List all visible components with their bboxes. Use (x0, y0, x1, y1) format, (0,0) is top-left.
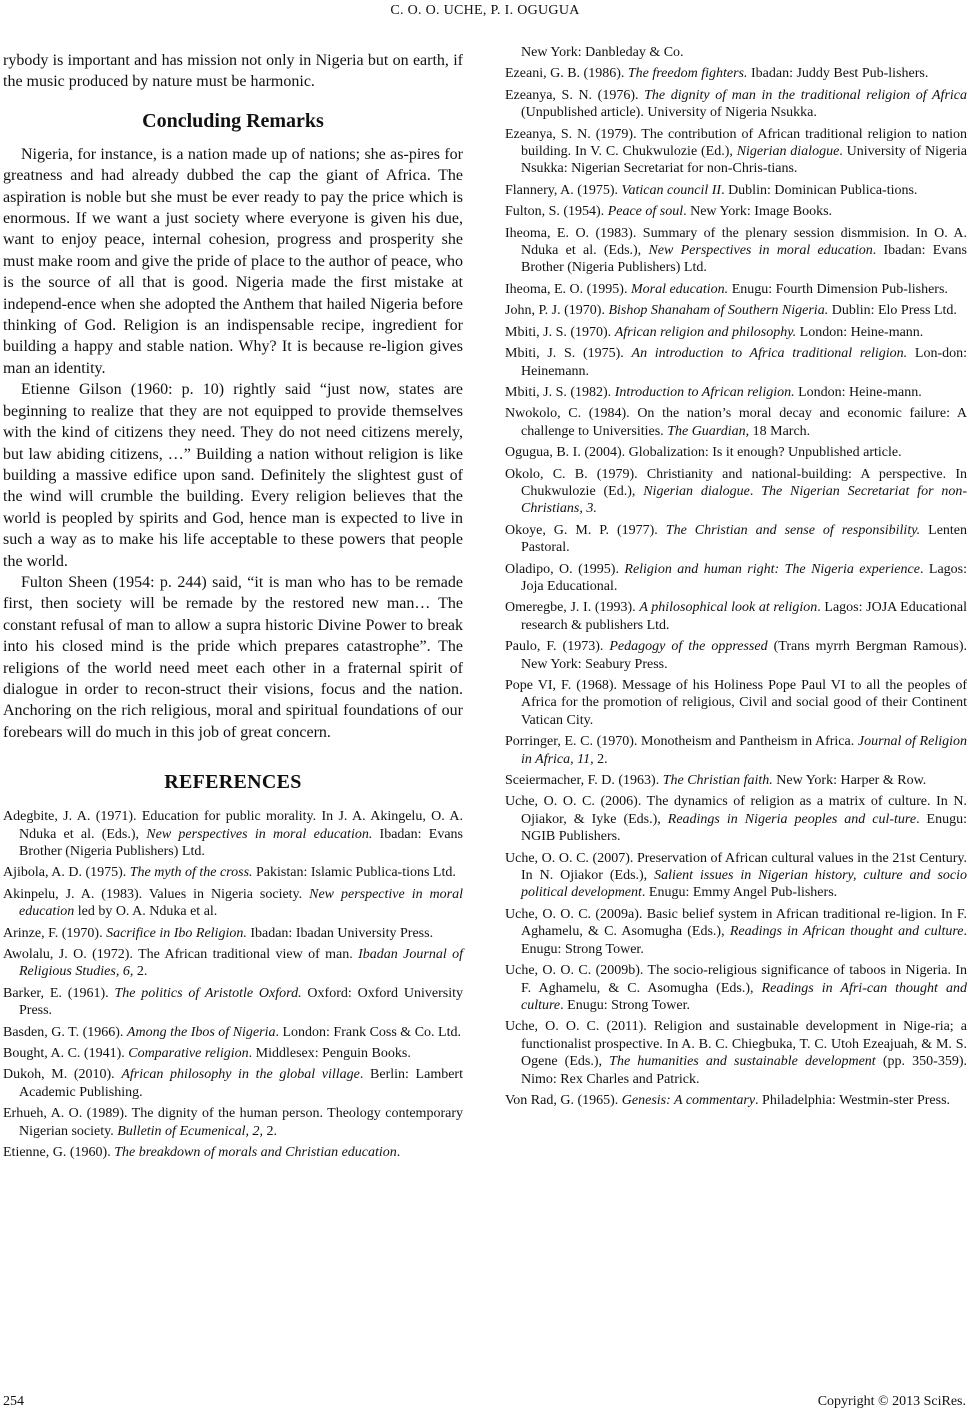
reference-entry (505, 522, 967, 557)
reference-title: The Christian faith. (662, 773, 773, 789)
reference-text: . Philadelphia: Westmin-ster Press. (755, 1092, 951, 1108)
reference-title: New Perspectives in moral education (648, 243, 873, 259)
reference-text: Pope VI, F. (1968). Message of his Holiness Pope Paul VI to all the peoples of Africa for the promotion of religious, Civil and social good of their Continent Vatican City. (505, 678, 967, 728)
concluding-paragraph: Etienne Gilson (1960: p. 10) rightly said “just now, states are beginning to realize that they are not equipped to provide themselves with the kind of citizens they need. They do not need citizens merely, but law abiding citizens, …” Building a nation without religion is like building a massive edifice upon sand. Definitely the slightest gust of the wind will crumble the building. Every religion believes that the world is peopled by spirits and God, hence man is expected to live in such a way as to make his life acceptable to these powers that people the world. (3, 381, 463, 570)
reference-text: Adegbite, J. A. (1971). Education for public morality. In J. A. Akingelu, O. A. Nduka et al. (Eds.), (3, 809, 463, 842)
reference-entry (3, 1105, 463, 1140)
reference-title: Peace of soul (607, 204, 684, 220)
reference-text: Awolalu, J. O. (1972). The African traditional view of man. (3, 947, 359, 963)
reference-text: . (749, 483, 762, 499)
reference-title: Introduction to African religion. (614, 384, 795, 400)
reference-text: Ogugua, B. I. (2004). Globalization: Is it enough? Unpublished article. (505, 445, 902, 461)
reference-entry (505, 65, 967, 82)
reference-text: . (396, 1145, 401, 1161)
reference-text: Mbiti, J. S. (1982). (505, 384, 615, 400)
reference-text: Uche, O. O. C. (2006). The dynamics of religion as a matrix of culture. In N. Ojiakor, & Iyke (Eds.), (505, 794, 967, 827)
reference-entry (505, 1018, 967, 1088)
reference-entry (505, 1092, 967, 1109)
reference-text: Uche, O. O. C. (2009b). The socio-religious significance of taboos in Nigeria. In F. Aghamelu, & C. Asomugha (Eds.), (505, 963, 967, 996)
reference-text: John, P. J. (1970). (505, 303, 609, 319)
reference-entry (505, 203, 967, 220)
reference-text: (pp. 350-359). Nimo: Rex Charles and Patrick. (521, 1054, 967, 1087)
copyright-notice: Copyright © 2013 SciRes. (817, 1394, 966, 1409)
reference-title: Nigerian dialogue (643, 483, 750, 499)
reference-title: The breakdown of morals and Christian education (114, 1145, 397, 1161)
reference-entry (505, 405, 967, 440)
reference-title: New perspective in moral education (19, 886, 463, 920)
reference-text: Lon-don: Heinemann. (521, 346, 968, 379)
reference-text: Enugu: Fourth Dimension Pub-lishers. (728, 281, 948, 297)
reference-text: Flannery, A. (1975). (505, 182, 622, 198)
opening-paragraph: rybody is important and has mission not only in Nigeria but on earth, if the music produced by nature must be harmonic. (3, 52, 463, 91)
reference-text: Sceiermacher, F. D. (1963). (505, 773, 663, 789)
reference-entry (505, 677, 967, 729)
reference-text: . Enugu: Strong Tower. (521, 924, 968, 957)
page-number: 254 (3, 1394, 24, 1409)
reference-text: 2. (263, 1123, 278, 1139)
reference-text: Barker, E. (1961). (3, 985, 115, 1001)
reference-text: Mbiti, J. S. (1970). (505, 324, 615, 340)
concluding-remarks-heading: Concluding Remarks (142, 109, 324, 132)
reference-text: Okolo, C. B. (1979). Christianity and national-building: A perspective. In Chukwulozie (Ed.), (505, 466, 967, 499)
reference-text: Ezeanya, S. N. (1979). The contribution of African traditional religion to nation building. In V. C. Chukwulozie (Ed.), (505, 126, 967, 160)
reference-text: . Enugu: Strong Tower. (560, 997, 690, 1013)
reference-text: Nwokolo, C. (1984). On the nation’s moral decay and economic failure: A challenge to Universities. (505, 406, 967, 439)
reference-title: African philosophy in the global village (121, 1067, 360, 1083)
reference-text: , 18 March. (745, 423, 811, 439)
reference-text: Etienne, G. (1960). (3, 1145, 115, 1161)
reference-text: . Enugu: Emmy Angel Pub-lishers. (641, 885, 838, 901)
reference-text: . Lagos: Joja Educational. (521, 561, 967, 594)
reference-text: New York: Danbleday & Co. (521, 45, 684, 60)
reference-text: Von Rad, G. (1965). (505, 1092, 622, 1108)
reference-entry (505, 733, 967, 768)
reference-entry (505, 906, 967, 958)
reference-text: . Lagos: JOJA Educational research & publishers Ltd. (521, 600, 967, 633)
reference-entry (505, 561, 967, 596)
reference-text: . Dublin: Dominican Publica-tions. (721, 182, 918, 198)
reference-text: Lenten Pastoral. (521, 522, 968, 556)
reference-title: New perspectives in moral education. (146, 826, 373, 842)
reference-entry (505, 444, 967, 461)
concluding-paragraph: Nigeria, for instance, is a nation made up of nations; she as-pires for greatness and had already dubbed the cap the giant of Africa. The aspiration is noble but she must be ever ready to pay the price which is enormous. If we want a just society where everyone is given his due, want to enjoy peace, internal cohesion, progress and prosperity she must make room and give the pride of place to the author of peace, who is the source of all that is good. Nigeria made the first mistake at independ-ence when she adopted the Anthem that hailed Nigeria before thinking of God. Religion is an indispensable recipe, ingredient for building a happy and stable nation. Why? It is because re-ligion gives man an identity. (3, 145, 463, 377)
reference-title: Pedagogy of the oppressed (609, 639, 768, 655)
reference-title: The freedom fighters. (627, 66, 748, 82)
reference-text: Oxford: Oxford University Press. (19, 985, 463, 1019)
running-head: C. O. O. UCHE, P. I. OGUGUA (390, 3, 580, 18)
reference-title: Bishop Shanaham of Southern Nigeria. (608, 303, 829, 319)
reference-entry (3, 1144, 463, 1161)
reference-text: Ajibola, A. D. (1975). (3, 865, 130, 881)
reference-text: Iheoma, E. O. (1983). Summary of the plenary session dismmision. In O. A. Nduka et al. (Eds.), (505, 225, 967, 259)
reference-title: The humanities and sustainable development (609, 1054, 876, 1070)
reference-title: Ibadan Journal of Religious Studies, 6, (19, 947, 463, 980)
reference-text: . University of Nigeria Nsukka: Nigerian Secretariat for non-Chris-tians. (521, 144, 967, 177)
reference-text: 2. (593, 751, 608, 767)
reference-title: The Guardian (667, 423, 746, 439)
left-column (3, 50, 463, 1166)
reference-title: Readings in African thought and culture (729, 924, 964, 940)
reference-text: Iheoma, E. O. (1995). (505, 281, 631, 297)
reference-text: Ibadan: Ibadan University Press. (246, 925, 434, 941)
reference-text: Arinze, F. (1970). (3, 925, 107, 941)
reference-entry (505, 225, 967, 277)
reference-entry (505, 182, 967, 199)
reference-title: Moral education. (630, 281, 729, 297)
reference-text: Oladipo, O. (1995). (505, 561, 625, 577)
references-list-right (505, 44, 967, 1109)
reference-entry (505, 599, 967, 634)
reference-title: African religion and philosophy. (614, 324, 797, 340)
reference-entry (505, 44, 967, 61)
right-column (505, 44, 967, 1113)
reference-text: Okoye, G. M. P. (1977). (505, 522, 666, 538)
reference-text: Erhueh, A. O. (1989). The dignity of the human person. Theology contemporary Nigerian society. (3, 1106, 463, 1139)
reference-title: An introduction to Africa traditional religion. (631, 346, 908, 362)
reference-title: A philosophical look at religion (639, 600, 818, 616)
reference-title: Journal of Religion in Africa, 11, (521, 734, 967, 767)
reference-entry (505, 772, 967, 789)
reference-title: Comparative religion (128, 1046, 249, 1062)
reference-text: New York: Harper & Row. (772, 773, 927, 789)
reference-entry (505, 466, 967, 518)
reference-title: Genesis: A commentary (621, 1092, 756, 1108)
reference-entry (3, 946, 463, 981)
reference-title: Readings in Afri-can thought and culture (521, 980, 967, 1013)
reference-text: Uche, O. O. C. (2007). Preservation of African cultural values in the 21st Century. In N. Ojiakor (Eds.), (505, 850, 967, 884)
reference-text: Paulo, F. (1973). (505, 639, 610, 655)
reference-entry (3, 1066, 463, 1101)
reference-text: (Trans myrrh Bergman Ramous). New York: Seabury Press. (521, 639, 967, 672)
reference-entry (505, 850, 967, 902)
reference-entry (505, 126, 967, 178)
reference-text: Omeregbe, J. I. (1993). (505, 600, 640, 616)
reference-entry (3, 808, 463, 860)
reference-text: 2. (133, 964, 148, 980)
references-list-left (3, 808, 463, 1161)
reference-text: Uche, O. O. C. (2009a). Basic belief system in African traditional re-ligion. In F. Aghamelu, & C. Asomugha (Eds.), (505, 906, 967, 940)
reference-text: Ibadan: Evans Brother (Nigeria Publishers) Ltd. (19, 826, 463, 859)
reference-entry (505, 793, 967, 845)
reference-text: Pakistan: Islamic Publica-tions Ltd. (252, 865, 456, 881)
reference-entry (3, 1045, 463, 1062)
concluding-paragraph: Fulton Sheen (1954: p. 244) said, “it is man who has to be remade first, then society will be remade by the restored new man… The constant refusal of man to allow a supra historic Divine Power to break into his closed mind is the pride which prepares catastrophe”. The religions of the world need meet each other in a fraternal spirit of dialogue in order to recon-struct their visions, focus and the nation. Anchoring on the rich religious, moral and spiritual foundations of our forebears will do much in this job of great concern. (3, 573, 463, 741)
reference-title: Religion and human right: The Nigeria experience (624, 561, 920, 577)
reference-entry (3, 925, 463, 942)
reference-title: Nigerian dialogue (736, 144, 840, 160)
reference-text: Ezeanya, S. N. (1976). (505, 87, 645, 103)
reference-title: Readings in Nigeria peoples and cul-ture (667, 811, 917, 827)
reference-text: Uche, O. O. C. (2011). Religion and sustainable development in Nige-ria; a functionalist prospective. In A. B. C. Chiegbuka, T. C. Utoh Ezeajuah, & M. S. Ogene (Eds.), (505, 1019, 967, 1070)
reference-text: Akinpelu, J. A. (1983). Values in Nigeria society. (3, 886, 310, 902)
reference-text: . London: Frank Coss & Co. Ltd. (275, 1024, 461, 1040)
reference-text: . Ibadan: Evans Brother (Nigeria Publishers) Ltd. (521, 243, 967, 276)
reference-entry (3, 886, 463, 921)
reference-entry (3, 1024, 463, 1041)
reference-title: The politics of Aristotle Oxford. (114, 985, 302, 1001)
reference-entry (505, 87, 967, 122)
reference-text: Ezeani, G. B. (1986). (505, 66, 628, 82)
reference-title: The myth of the cross. (129, 865, 253, 881)
reference-text: Ibadan: Juddy Best Pub-lishers. (747, 66, 929, 82)
reference-title: The Christian and sense of responsibility. (665, 522, 921, 538)
reference-text: . Berlin: Lambert Academic Publishing. (19, 1067, 463, 1100)
references-heading: REFERENCES (164, 771, 302, 794)
reference-text: Dukoh, M. (2010). (3, 1067, 122, 1083)
reference-entry (3, 864, 463, 881)
reference-title: Bulletin of Ecumenical, 2, (117, 1123, 264, 1139)
reference-text: led by O. A. Nduka et al. (74, 904, 218, 920)
reference-text: . Middlesex: Penguin Books. (248, 1046, 411, 1062)
reference-text: Dublin: Elo Press Ltd. (828, 303, 957, 319)
reference-title: Among the Ibos of Nigeria (126, 1024, 276, 1040)
reference-entry (505, 302, 967, 319)
reference-text: Mbiti, J. S. (1975). (505, 346, 632, 362)
reference-text: Basden, G. T. (1966). (3, 1024, 127, 1040)
reference-title: Vatican council II (621, 182, 722, 198)
reference-entry (505, 324, 967, 341)
reference-text: Porringer, E. C. (1970). Monotheism and Pantheism in Africa. (505, 734, 858, 750)
reference-entry (505, 638, 967, 673)
reference-title: The dignity of man in the traditional religion of Africa (644, 87, 967, 103)
reference-title: Salient issues in Nigerian history, culture and socio political development (521, 868, 967, 901)
reference-entry (3, 985, 463, 1020)
reference-text: . New York: Image Books. (683, 204, 833, 220)
reference-text: Fulton, S. (1954). (505, 204, 608, 220)
reference-entry (505, 345, 967, 380)
reference-text: London: Heine-mann. (796, 324, 924, 340)
reference-text: . Enugu: NGIB Publishers. (521, 811, 967, 845)
reference-entry (505, 384, 967, 401)
reference-text: London: Heine-mann. (794, 384, 922, 400)
reference-title: Sacrifice in Ibo Religion. (106, 925, 247, 941)
reference-entry (505, 962, 967, 1014)
reference-text: (Unpublished article). University of Nigeria Nsukka. (521, 105, 817, 121)
reference-entry (505, 281, 967, 298)
reference-text: Bought, A. C. (1941). (3, 1046, 129, 1062)
reference-title: The Nigerian Secretariat for non-Christians, 3. (521, 483, 968, 517)
